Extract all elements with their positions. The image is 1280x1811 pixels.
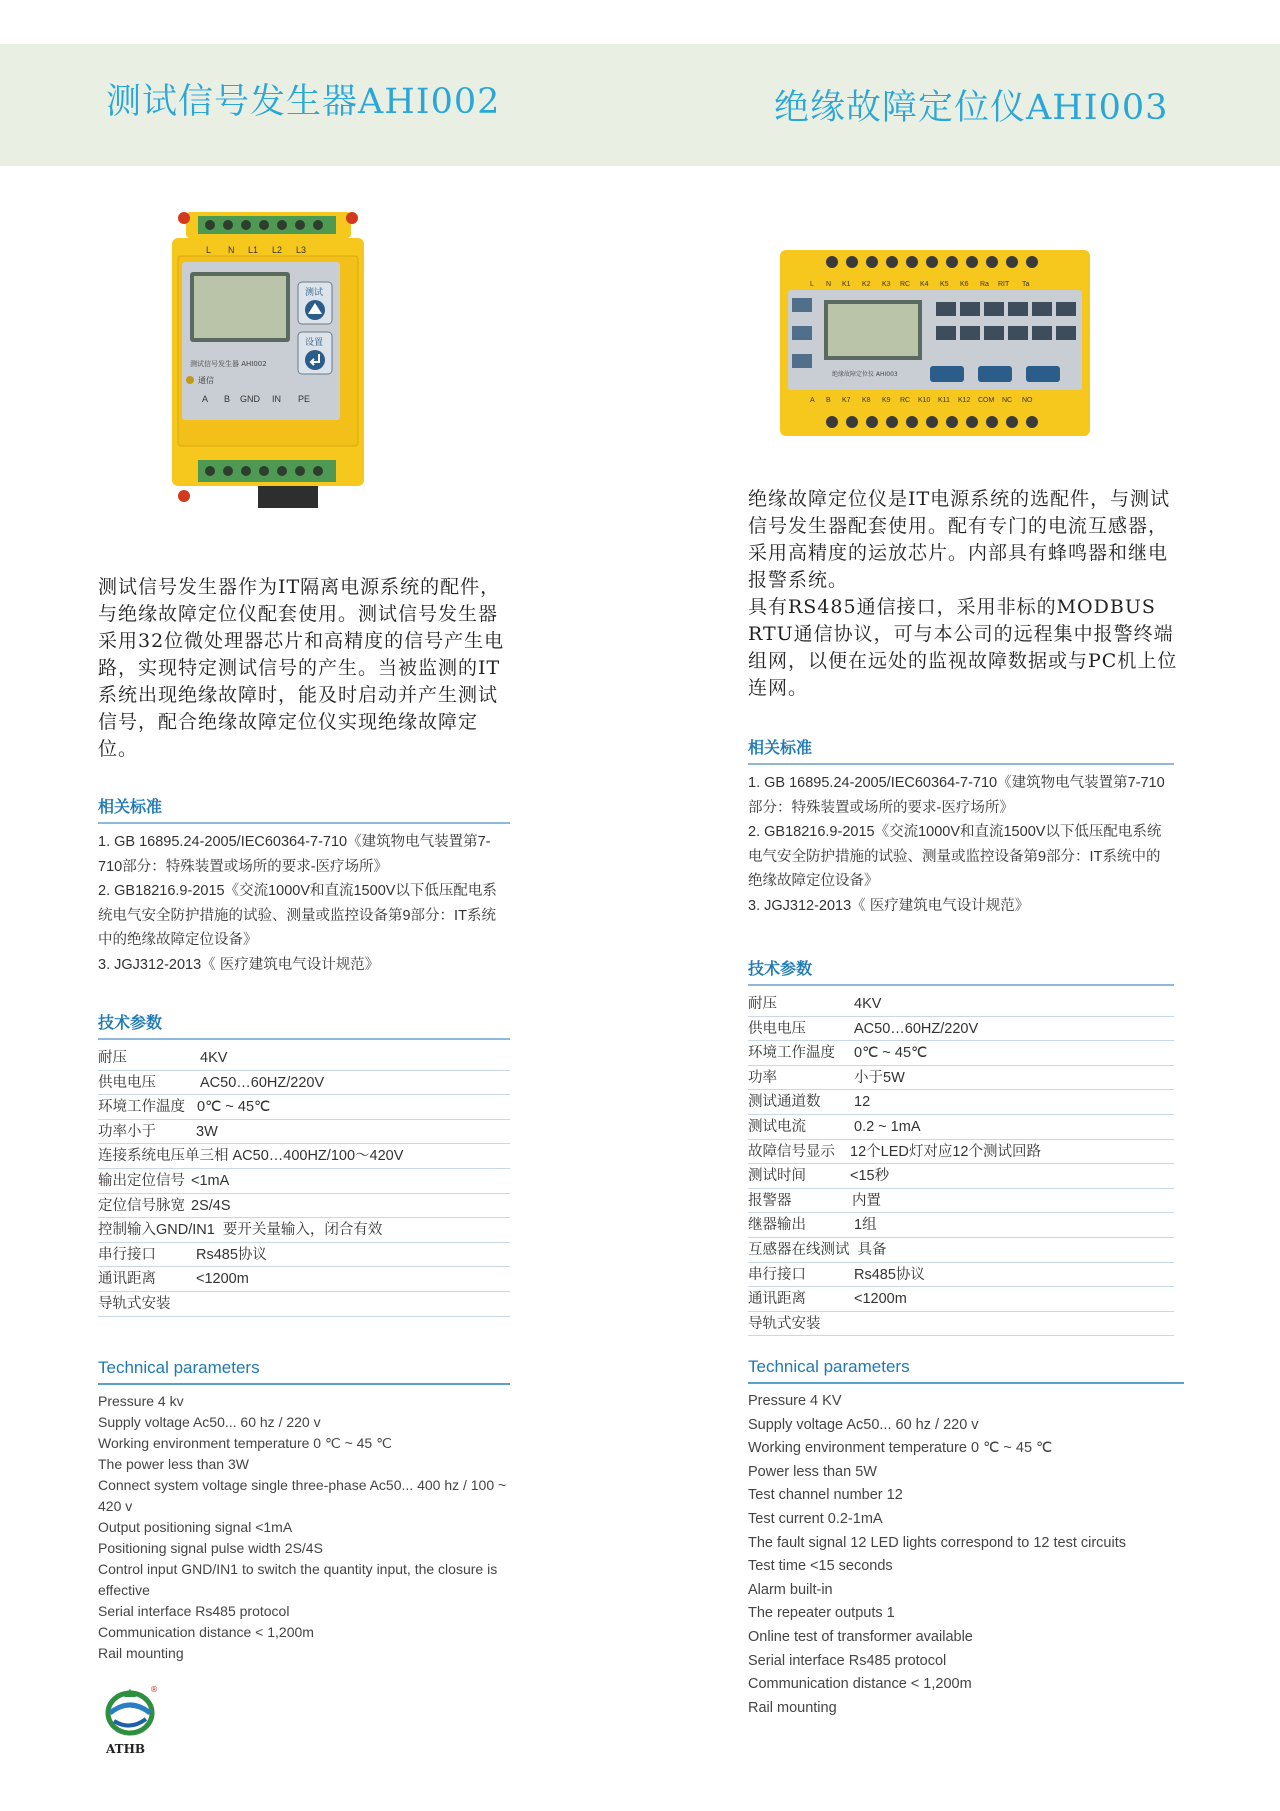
svg-text:PE: PE bbox=[298, 394, 311, 404]
svg-text:K2: K2 bbox=[862, 281, 871, 288]
right-intro-text-2: 具有RS485通信接口，采用非标的MODBUS RTU通信协议，可与本公司的远程集中报警终端组网，以便在远处的监视故障数据或与PC机上位连网。 bbox=[748, 596, 1178, 699]
param-row: 继器输出 1组 bbox=[748, 1213, 1174, 1238]
left-params-heading: 技术参数 bbox=[98, 1010, 510, 1040]
header-banner bbox=[0, 44, 1280, 166]
right-standards-heading: 相关标准 bbox=[748, 735, 1174, 765]
en-param: Online test of transformer available bbox=[748, 1628, 973, 1645]
param-row: 定位信号脉宽 2S/4S bbox=[98, 1194, 510, 1219]
svg-text:K11: K11 bbox=[938, 397, 950, 404]
svg-text:K10: K10 bbox=[918, 397, 931, 404]
left-intro bbox=[98, 574, 510, 763]
en-param: The repeater outputs 1 bbox=[748, 1605, 895, 1622]
en-param: Working environment temperature 0 ℃ ~ 45 ℃ bbox=[748, 1440, 1053, 1457]
left-en-list bbox=[98, 1391, 510, 1664]
left-intro-text: 测试信号发生器作为IT隔离电源系统的配件，与绝缘故障定位仪配套使用。测试信号发生器采用32位微处理器芯片和高精度的信号产生电路，实现特定测试信号的产生。当被监测的IT系统出现绝缘故障时，能及时启动并产生测试信号，配合绝缘故障定位仪实现绝缘故障定位。 bbox=[98, 576, 505, 760]
svg-text:设置: 设置 bbox=[305, 338, 324, 348]
en-param: Communication distance < 1,200m bbox=[98, 1624, 314, 1640]
svg-text:K12: K12 bbox=[958, 397, 971, 404]
svg-text:RIT: RIT bbox=[998, 281, 1010, 288]
param-row: 测试电流 0.2 ~ 1mA bbox=[748, 1115, 1174, 1140]
param-row: 报警器 内置 bbox=[748, 1189, 1174, 1214]
right-en-section bbox=[748, 1357, 1184, 1720]
param-row: 故障信号显示 12个LED灯对应12个测试回路 bbox=[748, 1140, 1174, 1165]
right-params-heading: 技术参数 bbox=[748, 956, 1174, 986]
svg-text:NO: NO bbox=[1022, 397, 1033, 404]
left-en-heading: Technical parameters bbox=[98, 1358, 510, 1385]
param-row: 供电电压 AC50…60HZ/220V bbox=[98, 1071, 510, 1096]
param-row: 通讯距离 <1200m bbox=[98, 1267, 510, 1292]
param-row: 供电电压 AC50…60HZ/220V bbox=[748, 1017, 1174, 1042]
svg-text:A: A bbox=[202, 394, 209, 404]
left-en-section bbox=[98, 1358, 510, 1664]
svg-text:N: N bbox=[826, 281, 832, 288]
left-standards-heading: 相关标准 bbox=[98, 794, 510, 824]
en-param: Rail mounting bbox=[98, 1645, 184, 1661]
svg-text:绝缘故障定位仪 AHI003: 绝缘故障定位仪 AHI003 bbox=[832, 371, 898, 378]
right-standard-3: 3. JGJ312-2013《 医疗建筑电气设计规范》 bbox=[748, 897, 1030, 914]
ahi002-device-image bbox=[168, 206, 368, 518]
svg-text:K9: K9 bbox=[882, 397, 891, 404]
svg-text:K6: K6 bbox=[960, 281, 969, 288]
en-param: Test channel number 12 bbox=[748, 1487, 903, 1504]
left-params-section bbox=[98, 1010, 510, 1317]
param-row: 环境工作温度 0℃ ~ 45℃ bbox=[748, 1041, 1174, 1066]
svg-text:B: B bbox=[224, 394, 231, 404]
param-row: 连接系统电压单三相 AC50…400HZ/100～420V bbox=[98, 1144, 510, 1169]
right-params-table bbox=[748, 992, 1174, 1336]
right-params-section bbox=[748, 956, 1174, 1336]
right-title: 绝缘故障定位仪AHI003 bbox=[774, 88, 1169, 128]
right-intro bbox=[748, 486, 1184, 702]
right-standard-2: 2. GB18216.9-2015《交流1000V和直流1500V以下低压配电系统电气安全防护措施的试验、测量或监控设备第9部分：IT系统中的绝缘故障定位设备》 bbox=[748, 824, 1162, 889]
param-row: 导轨式安装 bbox=[748, 1312, 1174, 1337]
svg-text:IN: IN bbox=[272, 394, 281, 404]
left-standard-2: 2. GB18216.9-2015《交流1000V和直流1500V以下低压配电系统电气安全防护措施的试验、测量或监控设备第9部分：IT系统中的绝缘故障定位设备》 bbox=[98, 883, 497, 948]
svg-text:K1: K1 bbox=[842, 281, 851, 288]
svg-text:B: B bbox=[826, 397, 831, 404]
athb-logo-icon bbox=[100, 1683, 162, 1759]
left-standards-section bbox=[98, 794, 510, 977]
en-param: Serial interface Rs485 protocol bbox=[748, 1652, 947, 1669]
en-param: Supply voltage Ac50... 60 hz / 220 v bbox=[748, 1416, 979, 1433]
right-en-list bbox=[748, 1390, 1184, 1720]
svg-text:®: ® bbox=[150, 1685, 158, 1694]
en-param: Positioning signal pulse width 2S/4S bbox=[98, 1540, 323, 1556]
en-param: Pressure 4 kv bbox=[98, 1393, 184, 1409]
en-param: Connect system voltage single three-phase Ac50... 400 hz / 100 ~ 420 v bbox=[98, 1477, 507, 1514]
en-param: Rail mounting bbox=[748, 1699, 837, 1716]
svg-text:N: N bbox=[228, 245, 235, 255]
en-param: Control input GND/IN1 to switch the quantity input, the closure is effective bbox=[98, 1561, 498, 1598]
right-standards-section bbox=[748, 735, 1174, 918]
en-param: Communication distance < 1,200m bbox=[748, 1676, 972, 1693]
svg-text:Ra: Ra bbox=[980, 281, 989, 288]
en-param: Pressure 4 KV bbox=[748, 1393, 842, 1409]
svg-text:NC: NC bbox=[1002, 397, 1013, 404]
en-param: Working environment temperature 0 ℃ ~ 45 ℃ bbox=[98, 1435, 392, 1451]
left-params-table bbox=[98, 1046, 510, 1317]
param-row: 通讯距离 <1200m bbox=[748, 1287, 1174, 1312]
param-row: 功率 小于5W bbox=[748, 1066, 1174, 1091]
right-en-heading: Technical parameters bbox=[748, 1357, 1184, 1384]
left-standard-1: 1. GB 16895.24-2005/IEC60364-7-710《建筑物电气装置第7-710部分：特殊装置或场所的要求-医疗场所》 bbox=[98, 834, 491, 875]
param-row: 耐压 4KV bbox=[98, 1046, 510, 1071]
en-param: Output positioning signal <1mA bbox=[98, 1519, 293, 1535]
svg-text:L3: L3 bbox=[296, 245, 307, 255]
svg-text:L1: L1 bbox=[248, 245, 259, 255]
svg-text:A: A bbox=[810, 397, 815, 404]
right-intro-text: 绝缘故障定位仪是IT电源系统的选配件，与测试信号发生器配套使用。配有专门的电流互感器，采用高精度的运放芯片。内部具有蜂鸣器和继电报警系统。 bbox=[748, 488, 1171, 591]
svg-text:K4: K4 bbox=[920, 281, 929, 288]
left-standard-3: 3. JGJ312-2013《 医疗建筑电气设计规范》 bbox=[98, 956, 380, 973]
param-row: 控制输入GND/IN1 要开关量输入，闭合有效 bbox=[98, 1218, 510, 1243]
param-row: 串行接口 Rs485协议 bbox=[748, 1263, 1174, 1288]
svg-text:测试信号发生器 AHI002: 测试信号发生器 AHI002 bbox=[190, 360, 267, 368]
param-row: 导轨式安装 bbox=[98, 1292, 510, 1317]
en-param: Test current 0.2-1mA bbox=[748, 1510, 883, 1527]
svg-text:GND: GND bbox=[240, 394, 260, 404]
param-row: 互感器在线测试 具备 bbox=[748, 1238, 1174, 1263]
left-title: 测试信号发生器AHI002 bbox=[106, 82, 501, 122]
en-param: Test time <15 seconds bbox=[748, 1558, 893, 1575]
param-row: 耐压 4KV bbox=[748, 992, 1174, 1017]
svg-text:K5: K5 bbox=[940, 281, 949, 288]
en-param: Alarm built-in bbox=[748, 1581, 833, 1598]
param-row: 功率小于 3W bbox=[98, 1120, 510, 1145]
svg-text:L2: L2 bbox=[272, 245, 283, 255]
en-param: The fault signal 12 LED lights correspond to 12 test circuits bbox=[748, 1534, 1126, 1551]
param-row: 串行接口 Rs485协议 bbox=[98, 1243, 510, 1268]
svg-text:K7: K7 bbox=[842, 397, 851, 404]
svg-text:Ta: Ta bbox=[1022, 281, 1030, 288]
svg-text:RC: RC bbox=[900, 281, 911, 288]
ahi003-device-image bbox=[780, 244, 1090, 446]
top-label-l: L bbox=[206, 245, 212, 255]
param-row: 环境工作温度 0℃ ~ 45℃ bbox=[98, 1095, 510, 1120]
en-param: Serial interface Rs485 protocol bbox=[98, 1603, 290, 1619]
param-row: 测试时间 <15秒 bbox=[748, 1164, 1174, 1189]
svg-text:测试: 测试 bbox=[305, 288, 324, 298]
svg-text:通信: 通信 bbox=[198, 376, 214, 385]
svg-text:L: L bbox=[810, 281, 814, 288]
svg-text:RC: RC bbox=[900, 397, 911, 404]
param-row: 测试通道数 12 bbox=[748, 1090, 1174, 1115]
en-param: Power less than 5W bbox=[748, 1463, 877, 1480]
svg-text:K8: K8 bbox=[862, 397, 871, 404]
svg-text:ATHB: ATHB bbox=[106, 1742, 146, 1756]
svg-text:COM: COM bbox=[978, 397, 995, 404]
param-row: 输出定位信号 <1mA bbox=[98, 1169, 510, 1194]
svg-text:K3: K3 bbox=[882, 281, 891, 288]
right-standard-1: 1. GB 16895.24-2005/IEC60364-7-710《建筑物电气装置第7-710部分：特殊装置或场所的要求-医疗场所》 bbox=[748, 775, 1165, 816]
en-param: Supply voltage Ac50... 60 hz / 220 v bbox=[98, 1414, 321, 1430]
en-param: The power less than 3W bbox=[98, 1456, 249, 1472]
